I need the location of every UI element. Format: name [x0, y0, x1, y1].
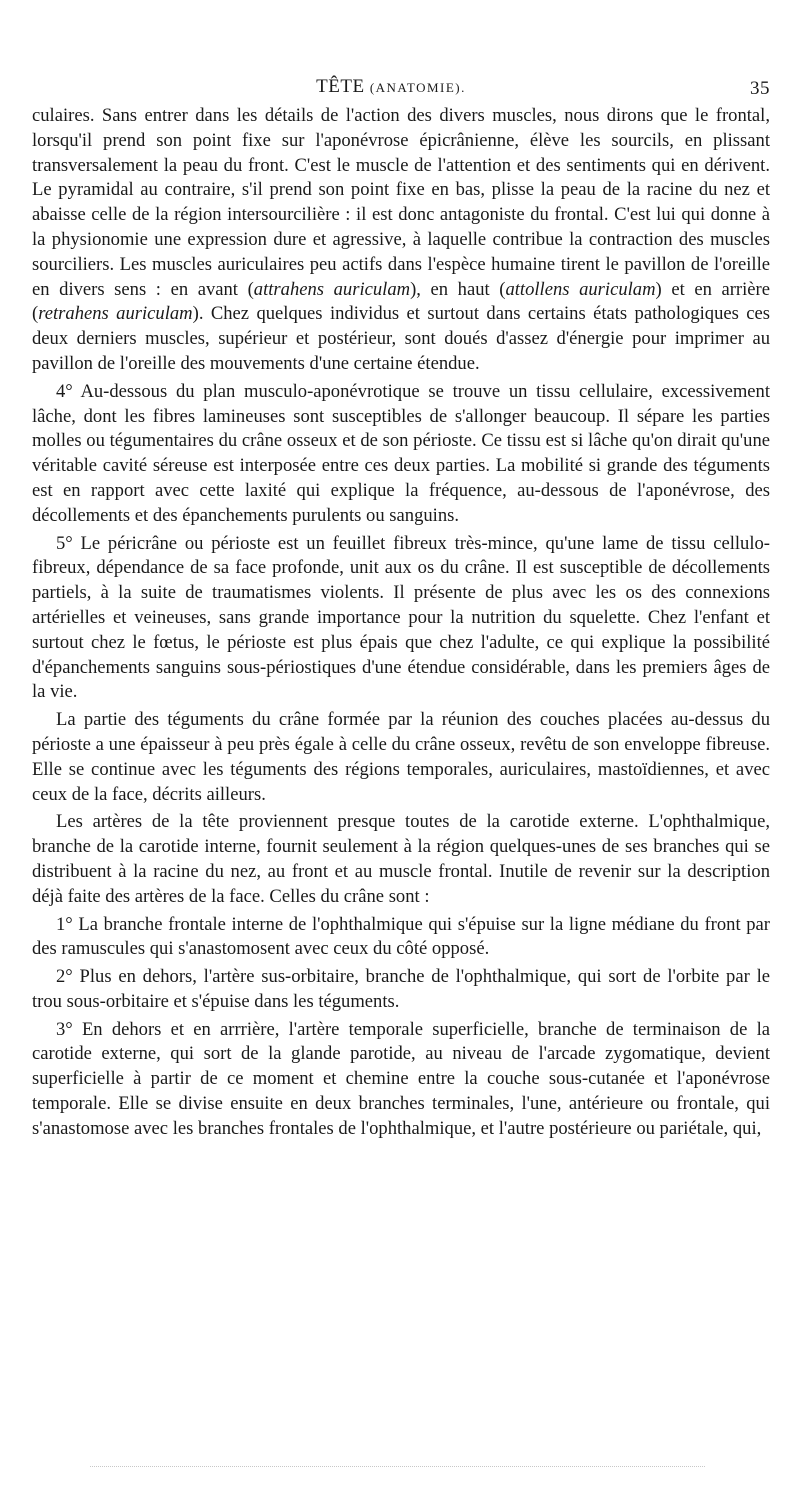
paragraph-text: 5° Le péricrâne ou périoste est un feuillet fibreux très-mince, qu'une lame de tissu cellulo-fibreux, dépendance de sa face profonde, unit aux os du crâne. Il est susceptible de décollements partiels, à la suite de traumatismes violents. Il présente de plus avec les os des connexions artérielles et veineuses, sans grande importance pour la nutrition du squelette. Chez l'enfant et surtout chez le fœtus, le périoste est plus épais que chez l'adulte, ce qui explique la possibilité d'épanchements sanguins sous-périostiques d'une étendue considérable, dans les premiers âges de la vie. [32, 532, 770, 703]
page-number: 35 [750, 78, 770, 99]
paragraph [32, 532, 770, 706]
italic-term: attollens auriculam [505, 278, 656, 300]
paragraph [32, 380, 770, 529]
footer-rule [90, 1466, 705, 1467]
paragraph-text: 3° En dehors et en arrrière, l'artère temporale superficielle, branche de terminaison de la carotide externe, qui sort de la glande parotide, au niveau de l'arcade zygomatique, devient superficielle à partir de ce moment et chemine entre la couche sous-cutanée et l'aponévrose temporale. Elle se divise ensuite en deux branches terminales, l'une, antérieure ou frontale, qui s'anastomose avec les branches frontales de l'ophthalmique, et l'autre postérieure ou pariétale, qui, [32, 1018, 770, 1139]
paragraph-text: Les artères de la tête proviennent presque toutes de la carotide externe. L'ophthalmique, branche de la carotide interne, fournit seulement à la région quelques-unes de ses branches qui se distribuent à la racine du nez, au front et au muscle frontal. Inutile de revenir sur la description déjà faite des artères de la face. Celles du crâne sont : [32, 811, 770, 907]
paragraph-text: 4° Au-dessous du plan musculo-aponévrotique se trouve un tissu cellulaire, excessivement lâche, dont les fibres lamineuses sont susceptibles de s'allonger beaucoup. Il sépare les parties molles ou tégumentaires du crâne osseux et de son périoste. Ce tissu est si lâche qu'on dirait qu'une véritable cavité séreuse est interposée entre ces deux parties. La mobilité si grande des téguments est en rapport avec cette laxité qui explique la fréquence, au-dessous de l'aponévrose, des décollements et des épanchements purulents ou sanguins. [32, 380, 770, 526]
paragraph [32, 1018, 770, 1142]
paragraph-text: La partie des téguments du crâne formée par la réunion des couches placées au-dessus du périoste a une épaisseur à peu près égale à celle du crâne osseux, revêtu de son enveloppe fibreuse. Elle se continue avec les téguments des régions temporales, auriculaires, mastoïdiennes, et avec ceux de la face, décrits ailleurs. [32, 709, 770, 805]
paragraph-text: culaires. Sans entrer dans les détails de l'action des divers muscles, nous dirons que le frontal, lorsqu'il prend son point fixe sur l'aponévrose épicrânienne, élève les sourcils, en plissant transversalement la peau du front. C'est le muscle de l'attention et des sentiments qui en dérivent. Le pyramidal au contraire, s'il prend son point fixe en bas, plisse la peau de la racine du nez et abaisse celle de la région intersourcilière : il est donc antagoniste du frontal. C'est lui qui donne à la physionomie une expression dure et agressive, à laquelle contribue la contraction des muscles sourciliers. Les muscles auriculaires peu actifs dans l'espèce humaine tirent le pavillon de l'oreille en divers sens : en avant ( [32, 105, 770, 300]
paragraph-text: ), en haut ( [410, 278, 506, 300]
italic-term: attrahens auriculam [253, 278, 411, 300]
paragraph [32, 810, 770, 909]
paragraph [32, 104, 770, 377]
body-text [32, 104, 770, 1142]
paragraph-text: ) et en arrière ( [32, 278, 770, 325]
paragraph [32, 913, 770, 963]
running-title-sub: (ANATOMIE). [369, 80, 466, 95]
running-title-main: TÊTE [316, 76, 365, 97]
paragraph-text: 1° La branche frontale interne de l'ophthalmique qui s'épuise sur la ligne médiane du front par des ramuscules qui s'anastomosent avec ceux du côté opposé. [32, 913, 770, 960]
running-head [32, 70, 770, 104]
running-title [32, 76, 770, 98]
italic-term: retrahens auriculam [38, 303, 193, 325]
paragraph [32, 965, 770, 1015]
paragraph-text: ). Chez quelques individus et surtout dans certains états pathologiques ces deux derniers muscles, supérieur et postérieur, sont doués d'assez d'énergie pour imprimer au pavillon de l'oreille des mouvements d'une certaine étendue. [32, 303, 770, 374]
paragraph-text: 2° Plus en dehors, l'artère sus-orbitaire, branche de l'ophthalmique, qui sort de l'orbite par le trou sous-orbitaire et s'épuise dans les téguments. [32, 966, 770, 1012]
book-page [32, 70, 770, 1145]
paragraph [32, 708, 770, 807]
